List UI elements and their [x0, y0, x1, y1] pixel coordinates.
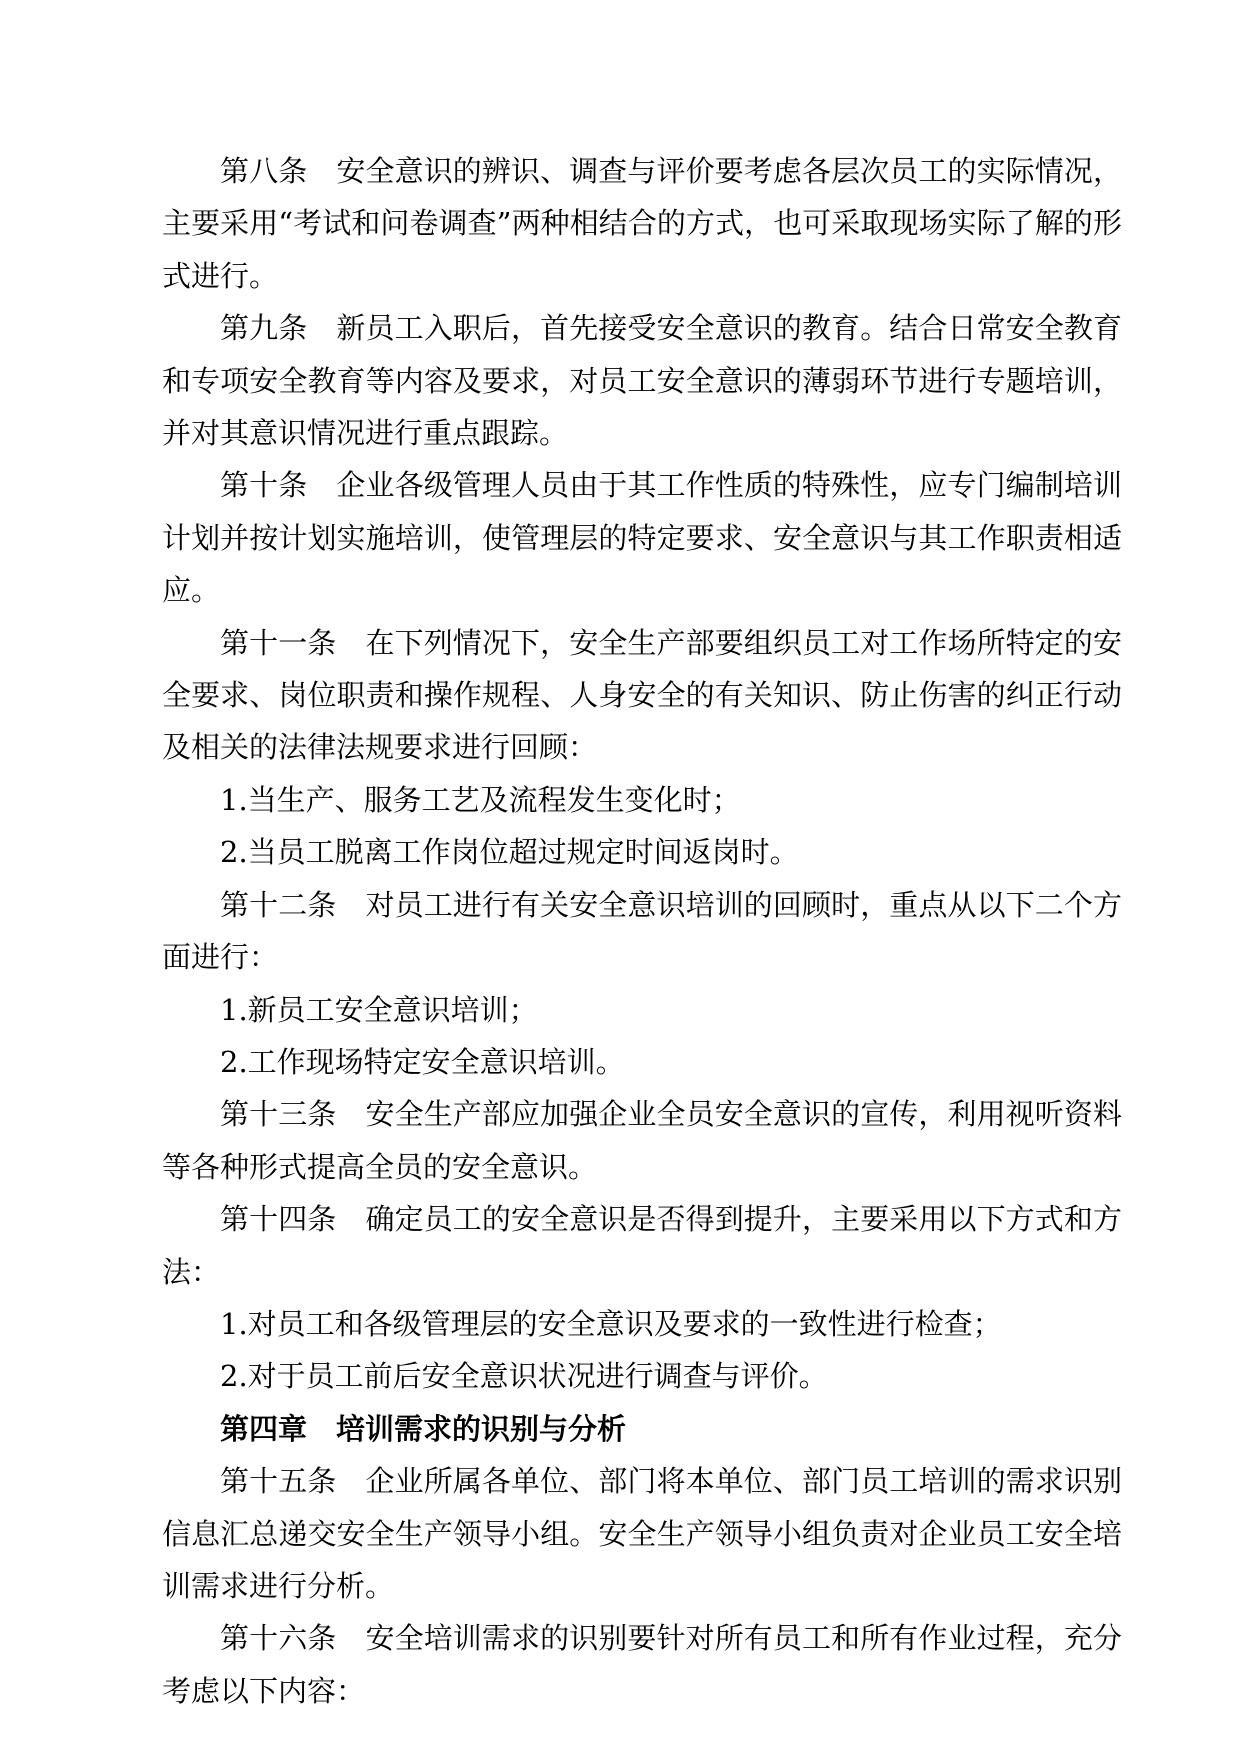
article-13: 第十三条 安全生产部应加强企业全员安全意识的宣传，利用视听资料等各种形式提高全员的安全意识。	[162, 1097, 1122, 1184]
article-15: 第十五条 企业所属各单位、部门将本单位、部门员工培训的需求识别信息汇总递交安全生产领导小组。安全生产领导小组负责对企业员工安全培训需求进行分析。	[162, 1464, 1122, 1603]
article-11-item-2: 2.当员工脱离工作岗位超过规定时间返岗时。	[220, 835, 799, 870]
article-11: 第十一条 在下列情况下，安全生产部要组织员工对工作场所特定的安全要求、岗位职责和操作规程、人身安全的有关知识、防止伤害的纠正行动及相关的法律法规要求进行回顾：	[162, 625, 1122, 765]
article-9: 第九条 新员工入职后，首先接受安全意识的教育。结合日常安全教育和专项安全教育等内容及要求，对员工安全意识的薄弱环节进行专题培训，并对其意识情况进行重点跟踪。	[162, 311, 1122, 451]
article-14-item-2: 2.对于员工前后安全意识状况进行调查与评价。	[220, 1359, 828, 1394]
document-page	[162, 145, 1122, 1717]
article-12-item-2: 2.工作现场特定安全意识培训。	[220, 1044, 625, 1079]
article-10: 第十条 企业各级管理人员由于其工作性质的特殊性，应专门编制培训计划并按计划实施培训，使管理层的特定要求、安全意识与其工作职责相适应。	[162, 468, 1122, 608]
article-14-item-1: 1.对员工和各级管理层的安全意识及要求的一致性进行检查；	[220, 1306, 1002, 1341]
article-14: 第十四条 确定员工的安全意识是否得到提升，主要采用以下方式和方法：	[162, 1202, 1122, 1289]
article-11-item-1: 1.当生产、服务工艺及流程发生变化时；	[220, 782, 741, 817]
article-8: 第八条 安全意识的辨识、调查与评价要考虑各层次员工的实际情况，主要采用“考试和问卷调查”两种相结合的方式，也可采取现场实际了解的形式进行。	[162, 154, 1122, 293]
article-12: 第十二条 对员工进行有关安全意识培训的回顾时，重点从以下二个方面进行：	[162, 887, 1122, 975]
chapter-4-heading: 第四章 培训需求的识别与分析	[220, 1411, 627, 1446]
article-16: 第十六条 安全培训需求的识别要针对所有员工和所有作业过程，充分考虑以下内容：	[162, 1621, 1122, 1708]
article-12-item-1: 1.新员工安全意识培训；	[220, 992, 538, 1027]
